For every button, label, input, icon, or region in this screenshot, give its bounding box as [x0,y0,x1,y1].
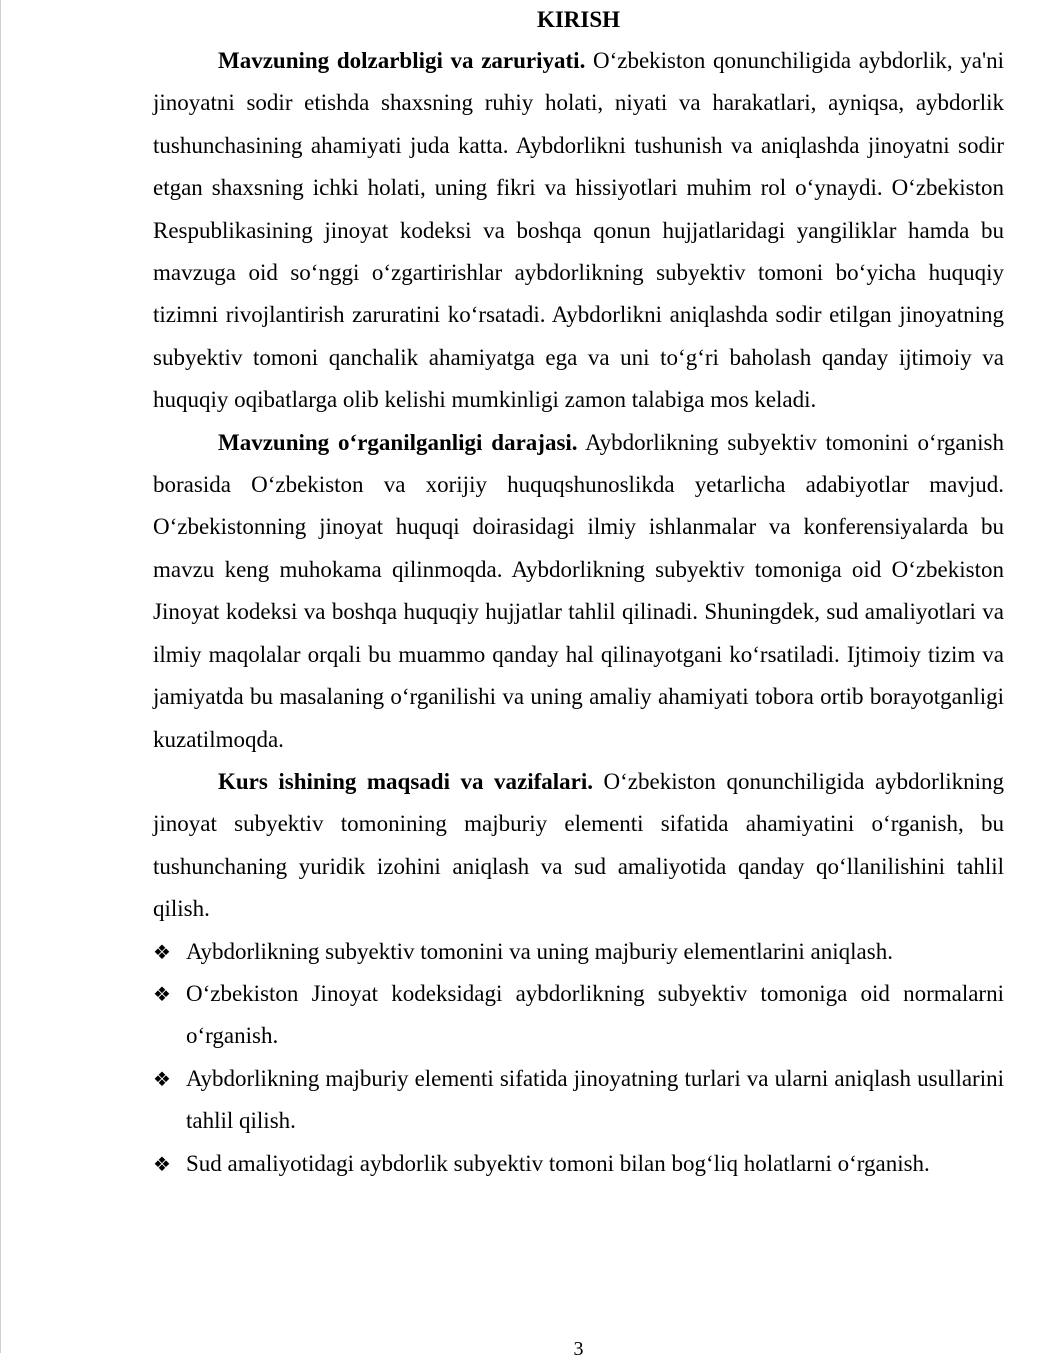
list-item-text: Aybdorlikning subyektiv tomonini va uning majburiy elementlarini aniqlash. [186,938,893,964]
paragraph-research-level [153,422,1004,761]
list-item [153,1143,1004,1185]
list-item-text: O‘zbekiston Jinoyat kodeksidagi aybdorlikning subyektiv tomoniga oid normalarni o‘rganish. [186,980,1004,1049]
paragraph-relevance [153,40,1004,422]
tasks-list [153,931,1004,1185]
four-diamond-bullet-icon: ❖ [153,939,171,964]
paragraph-lead: Mavzuning dolzarbligi va zaruriyati. [218,48,586,73]
list-item-text: Sud amaliyotidagi aybdorlik subyektiv tomoni bilan bog‘liq holatlarni o‘rganish. [186,1150,930,1176]
four-diamond-bullet-icon: ❖ [153,1151,171,1176]
document-page [153,0,1004,1360]
document-title: KIRISH [536,7,621,32]
paragraph-text: O‘zbekiston qonunchiligida aybdorlik, ya'ni jinoyatni sodir etishda shaxsning ruhiy holati, niyati va harakatlari, ayniqsa, aybdorlik tushunchasining ahamiyati juda katta. Aybdorlikni tushunish va aniqlashda jinoyatni sodir etgan shaxsning ichki holati, uning fikri va hissiyotlari muhim rol o‘ynaydi. O‘zbekiston Respublikasining jinoyat kodeksi va boshqa qonun hujjatlaridagi yangiliklar hamda bu mavzuga oid so‘nggi o‘zgartirishlar aybdorlikning subyektiv tomoni bo‘yicha huquqiy tizimni rivojlantirish zaruratini ko‘rsatadi. Aybdorlikni aniqlashda sodir etilgan jinoyatning subyektiv tomoni qanchalik ahamiyatga ega va uni to‘g‘ri baholash qanday ijtimoiy va huquqiy oqibatlarga olib kelishi mumkinligi zamon talabiga mos keladi. [153,48,1004,413]
paragraph-text: Aybdorlikning subyektiv tomonini o‘rganish borasida O‘zbekiston va xorijiy huquqshunoslikda yetarlicha adabiyotlar mavjud. O‘zbekistonning jinoyat huquqi doirasidagi ilmiy ishlanmalar va konferensiyalarda bu mavzu keng muhokama qilinmoqda. Aybdorlikning subyektiv tomoniga oid O‘zbekiston Jinoyat kodeksi va boshqa huquqiy hujjatlar tahlil qilinadi. Shuningdek, sud amaliyotlari va ilmiy maqolalar orqali bu muammo qanday hal qilinayotgani ko‘rsatiladi. Ijtimoiy tizim va jamiyatda bu masalaning o‘rganilishi va uning amaliy ahamiyati tobora ortib borayotganligi kuzatilmoqda. [153,429,1004,752]
paragraph-lead: Kurs ishining maqsadi va vazifalari. [218,768,593,794]
paragraph-goals [153,761,1004,931]
paragraph-text: O‘zbekiston qonunchiligida aybdorlikning jinoyat subyektiv tomonining majburiy elementi sifatida ahamiyatini o‘rganish, bu tushunchaning yuridik izohini aniqlash va sud amaliyotida qanday qo‘llanilishini tahlil qilish. [153,768,1004,922]
paragraph-lead: Mavzuning o‘rganilganligi darajasi. [218,429,578,455]
list-item [153,931,1004,973]
four-diamond-bullet-icon: ❖ [153,981,171,1006]
list-item [153,973,1004,1058]
list-item [153,1058,1004,1143]
four-diamond-bullet-icon: ❖ [153,1066,171,1091]
page-edge [0,0,1,1353]
list-item-text: Aybdorlikning majburiy elementi sifatida jinoyatning turlari va ularni aniqlash usullarini tahlil qilish. [186,1065,1004,1134]
page-number: 3 [573,1338,584,1360]
